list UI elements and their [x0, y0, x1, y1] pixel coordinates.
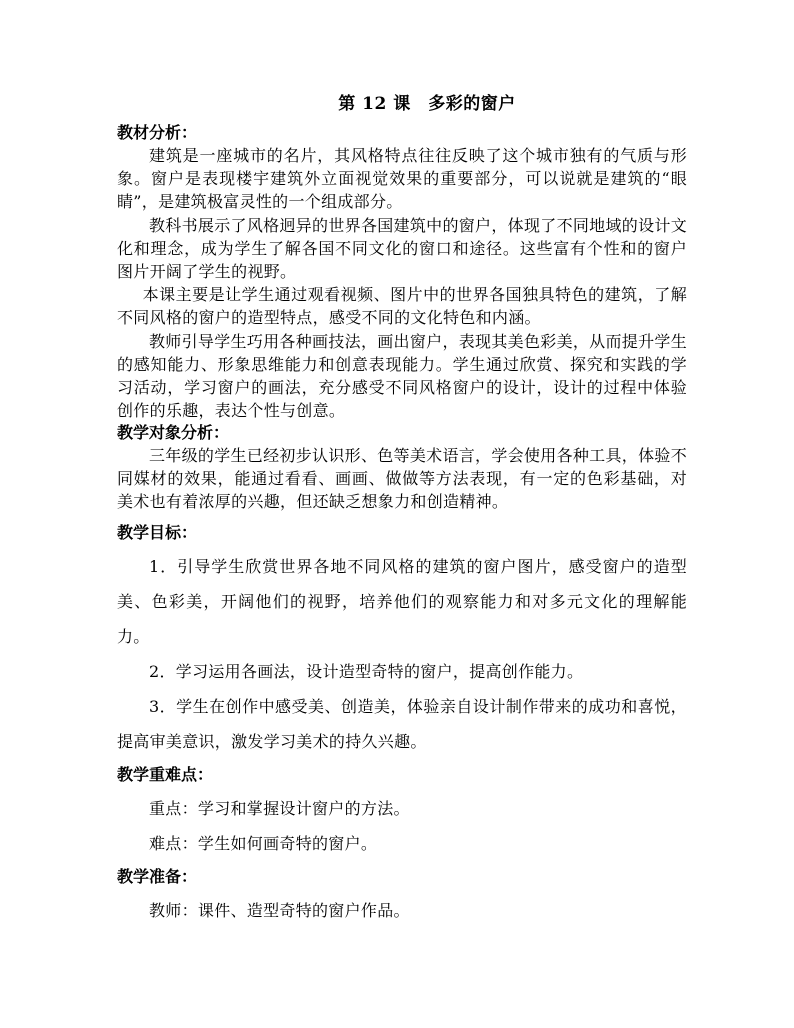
section-preparation [117, 861, 687, 928]
section-student-analysis [117, 422, 687, 513]
paragraph: 教科书展示了风格迥异的世界各国建筑中的窗户，体现了不同地域的设计文化和理念，成为学生了解各国不同文化的窗口和途径。这些富有个性和的窗户图片开阔了学生的视野。 [117, 215, 687, 282]
section-heading: 教材分析： [117, 123, 198, 142]
paragraph: 本课主要是让学生通过观看视频、图片中的世界各国独具特色的建筑，了解不同风格的窗户的造型特点，感受不同的文化特色和内涵。 [117, 285, 687, 328]
paragraph: 难点：学生如何画奇特的窗户。 [149, 834, 378, 854]
section-heading: 教学目标： [117, 523, 198, 543]
section-heading: 教学准备： [117, 867, 198, 887]
page-title: 第 12 课 多彩的窗户 [338, 94, 516, 114]
section-heading: 教学重难点： [117, 765, 214, 785]
paragraph: 3．学生在创作中感受美、创造美，体验亲自设计制作带来的成功和喜悦，提高审美意识，激发学习美术的持久兴趣。 [117, 697, 687, 752]
section-goals [117, 517, 687, 759]
section-material-analysis [117, 122, 687, 422]
paragraph: 1．引导学生欣赏世界各地不同风格的建筑的窗户图片，感受窗户的造型美、色彩美，开阔他们的视野，培养他们的观察能力和对多元文化的理解能力。 [117, 557, 687, 647]
paragraph: 重点：学习和掌握设计窗户的方法。 [149, 799, 410, 819]
paragraph: 建筑是一座城市的名片，其风格特点往往反映了这个城市独有的气质与形象。窗户是表现楼宇建筑外立面视觉效果的重要部分，可以说就是建筑的“眼睛”，是建筑极富灵性的一个组成部分。 [117, 146, 687, 212]
section-heading: 教学对象分析： [117, 423, 230, 443]
paragraph: 教师：课件、造型奇特的窗户作品。 [149, 901, 410, 921]
paragraph: 教师引导学生巧用各种画技法，画出窗户，表现其美色彩美，从而提升学生的感知能力、形象思维能力和创意表现能力。学生通过欣赏、探究和实践的学习活动，学习窗户的画法，充分感受不同风格窗户的设计，设计的过程中体验创作的乐趣，表达个性与创意。 [117, 331, 687, 421]
paragraph: 三年级的学生已经初步认识形、色等美术语言，学会使用各种工具，体验不同媒材的效果，能通过看看、画画、做做等方法表现，有一定的色彩基础，对美术也有着浓厚的兴趣，但还缺乏想象力和创造精神。 [117, 446, 687, 512]
document-page [117, 92, 687, 928]
paragraph: 2．学习运用各画法，设计造型奇特的窗户，提高创作能力。 [149, 662, 584, 682]
section-key-points [117, 759, 687, 861]
